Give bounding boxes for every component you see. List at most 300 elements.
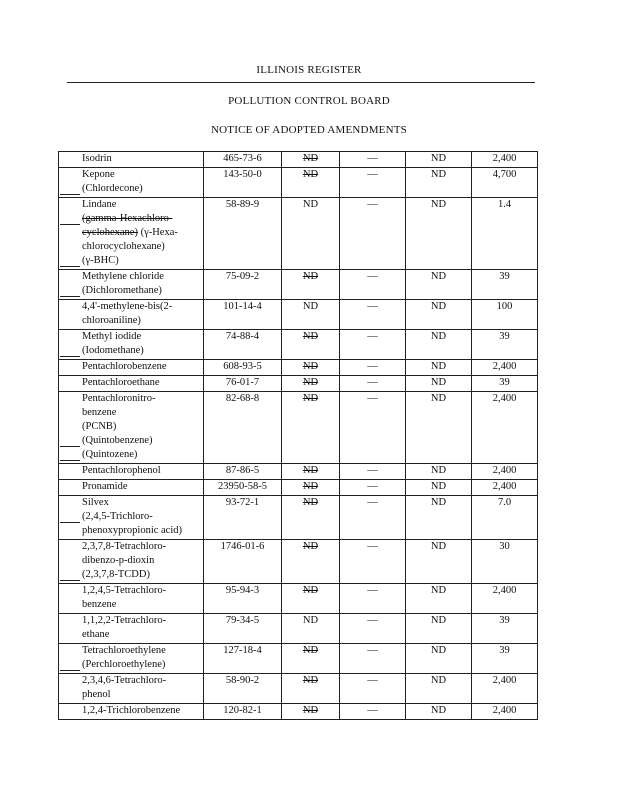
constituent-name-cell <box>59 480 204 496</box>
name-text: benzene <box>82 407 117 418</box>
nd-cell-text: ND <box>302 585 319 596</box>
constituent-name-line <box>82 524 201 538</box>
name-text: (Chlordecone) <box>82 183 143 194</box>
cas-number-cell <box>204 376 282 392</box>
dash-cell <box>340 584 406 614</box>
nd-cell-2 <box>406 480 472 496</box>
value-cell-text: 2,400 <box>492 585 517 596</box>
constituent-name-line <box>82 392 201 406</box>
constituent-name-cell <box>59 540 204 584</box>
constituent-name-line <box>82 330 201 344</box>
nd-cell <box>282 300 340 330</box>
cas-number-cell-text: 75-09-2 <box>225 271 260 282</box>
nd-cell <box>282 540 340 584</box>
constituent-name-line <box>82 152 201 166</box>
nd-cell-2 <box>406 270 472 300</box>
name-text: phenoxypropionic acid) <box>82 525 183 536</box>
cas-number-cell <box>204 704 282 720</box>
nd-cell <box>282 168 340 198</box>
constituent-name-cell <box>59 704 204 720</box>
dash-cell-text: — <box>367 153 378 164</box>
nd-cell-2-text: ND <box>430 153 447 164</box>
name-text: (γ-BHC) <box>82 255 119 266</box>
constituent-name-line <box>82 406 201 420</box>
constituent-name-line <box>82 568 201 582</box>
table-row <box>59 360 538 376</box>
nd-cell-2-text: ND <box>430 393 447 404</box>
nd-cell-text: ND <box>302 271 319 282</box>
constituent-name-cell <box>59 300 204 330</box>
nd-cell <box>282 464 340 480</box>
dash-cell-text: — <box>367 585 378 596</box>
dash-cell-text: — <box>367 481 378 492</box>
constituent-name-line <box>82 254 201 268</box>
cas-number-cell-text: 120-82-1 <box>223 705 262 716</box>
cas-number-cell-text: 74-88-4 <box>225 331 260 342</box>
constituent-name-line <box>82 584 201 598</box>
cas-number-cell-text: 76-01-7 <box>225 377 260 388</box>
dash-cell <box>340 540 406 584</box>
cas-number-cell-text: 127-18-4 <box>223 645 262 656</box>
cas-number-cell-text: 58-89-9 <box>225 199 260 210</box>
value-cell-text: 1.4 <box>497 199 512 210</box>
value-cell-text: 39 <box>499 331 510 342</box>
nd-cell <box>282 198 340 270</box>
nd-cell-2 <box>406 464 472 480</box>
cas-number-cell <box>204 198 282 270</box>
value-cell-text: 2,400 <box>492 153 517 164</box>
dash-cell-text: — <box>367 301 378 312</box>
nd-cell-2-text: ND <box>430 199 447 210</box>
cas-number-cell <box>204 584 282 614</box>
notice-title: NOTICE OF ADOPTED AMENDMENTS <box>211 124 407 136</box>
dash-cell <box>340 496 406 540</box>
name-text: Pentachloroethane <box>82 377 160 388</box>
name-text: Pronamide <box>82 481 128 492</box>
value-cell <box>472 540 538 584</box>
dash-cell-text: — <box>367 497 378 508</box>
value-cell-text: 2,400 <box>492 393 517 404</box>
dash-cell <box>340 300 406 330</box>
cas-number-cell <box>204 330 282 360</box>
table-row <box>59 614 538 644</box>
nd-cell-text: ND <box>302 393 319 404</box>
board-title: POLLUTION CONTROL BOARD <box>228 95 390 107</box>
value-cell-text: 39 <box>499 615 510 626</box>
dash-cell-text: — <box>367 675 378 686</box>
constituent-name-line <box>82 464 201 478</box>
name-text: 1,2,4,5-Tetrachloro- <box>82 585 167 596</box>
dash-cell-text: — <box>367 393 378 404</box>
value-cell-text: 39 <box>499 271 510 282</box>
value-cell-text: 2,400 <box>492 705 517 716</box>
table-row <box>59 704 538 720</box>
nd-cell-2-text: ND <box>430 361 447 372</box>
insertion-mark <box>60 460 80 461</box>
nd-cell-2 <box>406 584 472 614</box>
nd-cell-2 <box>406 300 472 330</box>
value-cell <box>472 300 538 330</box>
constituent-name-cell <box>59 674 204 704</box>
name-text-insert: (γ-Hexa- <box>137 227 178 238</box>
constituent-name-cell <box>59 392 204 464</box>
cas-number-cell-text: 95-94-3 <box>225 585 260 596</box>
nd-cell-text: ND <box>302 361 319 372</box>
cas-number-cell <box>204 300 282 330</box>
cas-number-cell-text: 101-14-4 <box>223 301 262 312</box>
cas-number-cell <box>204 496 282 540</box>
register-title: ILLINOIS REGISTER <box>256 64 362 76</box>
table-row <box>59 644 538 674</box>
nd-cell <box>282 614 340 644</box>
value-cell <box>472 168 538 198</box>
name-text: chlorocyclohexane) <box>82 241 165 252</box>
constituent-name-cell <box>59 168 204 198</box>
nd-cell <box>282 480 340 496</box>
value-cell-text: 100 <box>496 301 513 312</box>
table-row <box>59 464 538 480</box>
table-row <box>59 392 538 464</box>
constituent-name-line <box>82 628 201 642</box>
dash-cell <box>340 392 406 464</box>
constituent-name-cell <box>59 464 204 480</box>
name-text: Pentachlorophenol <box>82 465 161 476</box>
constituent-name-cell <box>59 270 204 300</box>
name-text: Pentachloronitro- <box>82 393 156 404</box>
name-text: Silvex <box>82 497 109 508</box>
constituent-name-line <box>82 510 201 524</box>
nd-cell-2 <box>406 152 472 168</box>
constituent-name-line <box>82 674 201 688</box>
name-text: (gamma-Hexachloro- <box>82 213 173 224</box>
nd-cell-2 <box>406 614 472 644</box>
constituent-name-cell <box>59 330 204 360</box>
constituent-name-line <box>82 226 201 240</box>
name-text: Isodrin <box>82 153 112 164</box>
dash-cell-text: — <box>367 271 378 282</box>
cas-number-cell-text: 23950-58-5 <box>218 481 267 492</box>
nd-cell-2 <box>406 496 472 540</box>
constituent-name-line <box>82 344 201 358</box>
value-cell <box>472 584 538 614</box>
nd-cell-2 <box>406 330 472 360</box>
constituent-name-line <box>82 360 201 374</box>
value-cell <box>472 360 538 376</box>
cas-number-cell <box>204 480 282 496</box>
value-cell <box>472 270 538 300</box>
constituent-name-line <box>82 240 201 254</box>
value-cell-text: 2,400 <box>492 675 517 686</box>
value-cell <box>472 464 538 480</box>
name-text: 1,2,4-Trichlorobenzene <box>82 705 181 716</box>
cas-number-cell-text: 87-86-5 <box>225 465 260 476</box>
value-cell-text: 2,400 <box>492 465 517 476</box>
dash-cell-text: — <box>367 361 378 372</box>
nd-cell-text: ND <box>302 301 319 312</box>
constituent-name-line <box>82 314 201 328</box>
nd-cell <box>282 270 340 300</box>
nd-cell <box>282 376 340 392</box>
nd-cell-2-text: ND <box>430 169 447 180</box>
constituent-name-cell <box>59 376 204 392</box>
table-row <box>59 540 538 584</box>
value-cell <box>472 496 538 540</box>
name-text: 2,3,4,6-Tetrachloro- <box>82 675 167 686</box>
cas-number-cell-text: 79-34-5 <box>225 615 260 626</box>
value-cell <box>472 376 538 392</box>
nd-cell-text: ND <box>302 645 319 656</box>
nd-cell-2-text: ND <box>430 481 447 492</box>
nd-cell-text: ND <box>302 675 319 686</box>
value-cell-text: 39 <box>499 377 510 388</box>
dash-cell <box>340 168 406 198</box>
name-text: Tetrachloroethylene <box>82 645 166 656</box>
constituent-name-line <box>82 704 201 718</box>
dash-cell <box>340 330 406 360</box>
nd-cell-2 <box>406 704 472 720</box>
dash-cell <box>340 270 406 300</box>
dash-cell-text: — <box>367 465 378 476</box>
cas-number-cell <box>204 540 282 584</box>
dash-cell-text: — <box>367 331 378 342</box>
nd-cell <box>282 152 340 168</box>
insertion-mark <box>60 224 80 225</box>
nd-cell-2 <box>406 540 472 584</box>
value-cell <box>472 480 538 496</box>
cas-number-cell-text: 82-68-8 <box>225 393 260 404</box>
constituent-name-line <box>82 598 201 612</box>
table-row <box>59 300 538 330</box>
table-row <box>59 152 538 168</box>
constituent-name-line <box>82 270 201 284</box>
constituent-name-line <box>82 434 201 448</box>
nd-cell-text: ND <box>302 541 319 552</box>
constituent-name-cell <box>59 496 204 540</box>
value-cell <box>472 198 538 270</box>
nd-cell-text: ND <box>302 199 319 210</box>
value-cell-text: 39 <box>499 645 510 656</box>
nd-cell-2-text: ND <box>430 675 447 686</box>
constituent-name-line <box>82 540 201 554</box>
insertion-mark <box>60 296 80 297</box>
table-row <box>59 376 538 392</box>
constituent-table <box>58 151 538 720</box>
value-cell-text: 4,700 <box>492 169 517 180</box>
dash-cell-text: — <box>367 541 378 552</box>
nd-cell-2-text: ND <box>430 377 447 388</box>
insertion-mark <box>60 670 80 671</box>
constituent-name-line <box>82 688 201 702</box>
dash-cell-text: — <box>367 377 378 388</box>
insertion-mark <box>60 266 80 267</box>
name-text: (Quintobenzene) <box>82 435 153 446</box>
name-text: (PCNB) <box>82 421 117 432</box>
name-text: 4,4'-methylene-bis(2- <box>82 301 173 312</box>
nd-cell-2 <box>406 168 472 198</box>
nd-cell-text: ND <box>302 331 319 342</box>
constituent-name-line <box>82 480 201 494</box>
cas-number-cell <box>204 614 282 644</box>
cas-number-cell <box>204 152 282 168</box>
dash-cell-text: — <box>367 615 378 626</box>
nd-cell-2 <box>406 392 472 464</box>
dash-cell <box>340 376 406 392</box>
value-cell <box>472 392 538 464</box>
nd-cell-text: ND <box>302 153 319 164</box>
value-cell-text: 2,400 <box>492 481 517 492</box>
name-text: 1,1,2,2-Tetrachloro- <box>82 615 167 626</box>
insertion-mark <box>60 356 80 357</box>
cas-number-cell <box>204 270 282 300</box>
name-text: benzene <box>82 599 117 610</box>
table-row <box>59 584 538 614</box>
value-cell-text: 30 <box>499 541 510 552</box>
nd-cell-2-text: ND <box>430 585 447 596</box>
constituent-name-line <box>82 420 201 434</box>
dash-cell <box>340 360 406 376</box>
constituent-name-line <box>82 168 201 182</box>
name-text: cyclohexane) <box>82 227 138 238</box>
value-cell <box>472 152 538 168</box>
dash-cell <box>340 480 406 496</box>
dash-cell <box>340 152 406 168</box>
nd-cell-2-text: ND <box>430 705 447 716</box>
value-cell <box>472 644 538 674</box>
value-cell <box>472 704 538 720</box>
cas-number-cell-text: 143-50-0 <box>223 169 262 180</box>
table-row <box>59 198 538 270</box>
name-text: 2,3,7,8-Tetrachloro- <box>82 541 167 552</box>
name-text: Lindane <box>82 199 117 210</box>
nd-cell-2-text: ND <box>430 541 447 552</box>
dash-cell <box>340 198 406 270</box>
name-text: (2,3,7,8-TCDD) <box>82 569 150 580</box>
nd-cell-2-text: ND <box>430 497 447 508</box>
nd-cell <box>282 674 340 704</box>
nd-cell-2 <box>406 644 472 674</box>
name-text: Kepone <box>82 169 115 180</box>
table-row <box>59 270 538 300</box>
dash-cell <box>340 464 406 480</box>
dash-cell-text: — <box>367 645 378 656</box>
constituent-name-cell <box>59 584 204 614</box>
nd-cell <box>282 330 340 360</box>
nd-cell <box>282 360 340 376</box>
constituent-name-line <box>82 644 201 658</box>
constituent-name-cell <box>59 644 204 674</box>
constituent-name-cell <box>59 614 204 644</box>
cas-number-cell <box>204 464 282 480</box>
constituent-name-line <box>82 614 201 628</box>
nd-cell-2 <box>406 376 472 392</box>
table-row <box>59 168 538 198</box>
value-cell <box>472 674 538 704</box>
nd-cell-text: ND <box>302 615 319 626</box>
nd-cell-2 <box>406 360 472 376</box>
nd-cell-2-text: ND <box>430 465 447 476</box>
name-text: Pentachlorobenzene <box>82 361 167 372</box>
cas-number-cell-text: 58-90-2 <box>225 675 260 686</box>
cas-number-cell <box>204 644 282 674</box>
header-rule <box>67 82 535 83</box>
constituent-name-line <box>82 182 201 196</box>
name-text: ethane <box>82 629 110 640</box>
nd-cell-2-text: ND <box>430 645 447 656</box>
name-text: dibenzo-p-dioxin <box>82 555 155 566</box>
cas-number-cell <box>204 168 282 198</box>
dash-cell <box>340 704 406 720</box>
constituent-name-line <box>82 376 201 390</box>
constituent-name-line <box>82 496 201 510</box>
cas-number-cell-text: 608-93-5 <box>223 361 262 372</box>
nd-cell <box>282 392 340 464</box>
name-text: (2,4,5-Trichloro- <box>82 511 153 522</box>
insertion-mark <box>60 580 80 581</box>
cas-number-cell-text: 1746-01-6 <box>220 541 265 552</box>
constituent-name-cell <box>59 360 204 376</box>
nd-cell-text: ND <box>302 497 319 508</box>
name-text: (Quintozene) <box>82 449 138 460</box>
insertion-mark <box>60 194 80 195</box>
nd-cell-text: ND <box>302 377 319 388</box>
nd-cell <box>282 496 340 540</box>
table-row <box>59 330 538 360</box>
name-text: (Dichloromethane) <box>82 285 162 296</box>
constituent-name-line <box>82 212 201 226</box>
constituent-name-line <box>82 448 201 462</box>
dash-cell-text: — <box>367 199 378 210</box>
constituent-name-cell <box>59 198 204 270</box>
cas-number-cell-text: 93-72-1 <box>225 497 260 508</box>
name-text: (Iodomethane) <box>82 345 144 356</box>
nd-cell <box>282 704 340 720</box>
nd-cell-2-text: ND <box>430 615 447 626</box>
dash-cell <box>340 644 406 674</box>
constituent-name-line <box>82 198 201 212</box>
dash-cell-text: — <box>367 169 378 180</box>
constituent-name-line <box>82 300 201 314</box>
nd-cell-2-text: ND <box>430 301 447 312</box>
name-text: Methylene chloride <box>82 271 164 282</box>
insertion-mark <box>60 446 80 447</box>
name-text: phenol <box>82 689 111 700</box>
dash-cell <box>340 614 406 644</box>
value-cell <box>472 614 538 644</box>
insertion-mark <box>60 522 80 523</box>
nd-cell-text: ND <box>302 705 319 716</box>
nd-cell <box>282 584 340 614</box>
constituent-name-line <box>82 284 201 298</box>
cas-number-cell <box>204 392 282 464</box>
nd-cell-text: ND <box>302 481 319 492</box>
constituent-name-line <box>82 554 201 568</box>
nd-cell-2-text: ND <box>430 271 447 282</box>
table-row <box>59 480 538 496</box>
nd-cell-text: ND <box>302 169 319 180</box>
table-row <box>59 496 538 540</box>
nd-cell-2-text: ND <box>430 331 447 342</box>
nd-cell-2 <box>406 674 472 704</box>
cas-number-cell-text: 465-73-6 <box>223 153 262 164</box>
value-cell <box>472 330 538 360</box>
constituent-name-line <box>82 658 201 672</box>
nd-cell-text: ND <box>302 465 319 476</box>
dash-cell-text: — <box>367 705 378 716</box>
nd-cell-2 <box>406 198 472 270</box>
value-cell-text: 7.0 <box>497 497 512 508</box>
cas-number-cell <box>204 360 282 376</box>
table-row <box>59 674 538 704</box>
